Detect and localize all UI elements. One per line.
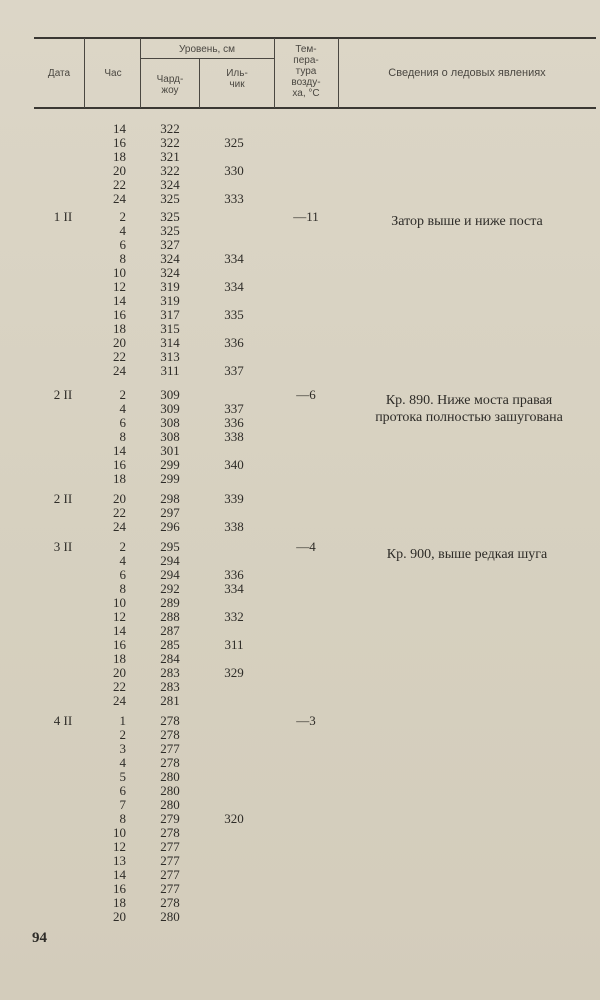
row-hour: 16	[113, 881, 126, 896]
row-ilchik-level: 340	[224, 457, 244, 472]
table-row	[0, 728, 600, 742]
table-row	[0, 742, 600, 756]
table-row	[0, 336, 600, 350]
header-separator-hour	[140, 38, 141, 108]
row-hour: 4	[119, 755, 126, 770]
table-row	[0, 840, 600, 854]
row-hour: 20	[113, 163, 126, 178]
row-hour: 16	[113, 637, 126, 652]
table-row	[0, 652, 600, 666]
row-ilchik-level: 334	[224, 279, 244, 294]
row-hour: 7	[119, 797, 126, 812]
row-hour: 24	[113, 693, 126, 708]
table-row	[0, 756, 600, 770]
row-air-temperature: —3	[296, 713, 316, 728]
table-row	[0, 638, 600, 652]
header-separator-date	[84, 38, 85, 108]
row-chardzhou-level: 321	[160, 149, 180, 164]
row-chardzhou-level: 315	[160, 321, 180, 336]
row-chardzhou-level: 317	[160, 307, 180, 322]
table-row	[0, 582, 600, 596]
table-row	[0, 568, 600, 582]
row-hour: 18	[113, 321, 126, 336]
row-hour: 10	[113, 825, 126, 840]
row-chardzhou-level: 285	[160, 637, 180, 652]
row-ilchik-level: 336	[224, 335, 244, 350]
row-hour: 20	[113, 491, 126, 506]
table-row	[0, 798, 600, 812]
page-number: 94	[32, 930, 47, 946]
table-row	[0, 294, 600, 308]
ice-note-2: Кр. 890. Ниже моста правая протока полностью зашугована	[375, 393, 563, 425]
table-row	[0, 472, 600, 486]
row-chardzhou-level: 322	[160, 163, 180, 178]
row-ilchik-level: 337	[224, 401, 244, 416]
header-chardzhou: Чард- жоу	[156, 74, 184, 96]
row-chardzhou-level: 278	[160, 825, 180, 840]
table-row	[0, 164, 600, 178]
row-hour: 2	[119, 539, 126, 554]
row-hour: 4	[119, 401, 126, 416]
row-date: 1 II	[53, 209, 73, 224]
row-hour: 22	[113, 505, 126, 520]
table-row	[0, 812, 600, 826]
row-chardzhou-level: 296	[160, 519, 180, 534]
row-chardzhou-level: 277	[160, 741, 180, 756]
row-hour: 22	[113, 679, 126, 694]
table-row	[0, 826, 600, 840]
row-chardzhou-level: 279	[160, 811, 180, 826]
table-row	[0, 136, 600, 150]
table-row	[0, 444, 600, 458]
row-chardzhou-level: 322	[160, 135, 180, 150]
row-hour: 14	[113, 443, 126, 458]
row-hour: 4	[119, 553, 126, 568]
row-hour: 24	[113, 363, 126, 378]
table-row	[0, 280, 600, 294]
header-separator-temp	[338, 38, 339, 108]
table-row	[0, 610, 600, 624]
row-chardzhou-level: 325	[160, 209, 180, 224]
row-hour: 10	[113, 265, 126, 280]
row-chardzhou-level: 327	[160, 237, 180, 252]
row-hour: 14	[113, 293, 126, 308]
row-chardzhou-level: 278	[160, 713, 180, 728]
row-chardzhou-level: 280	[160, 769, 180, 784]
row-chardzhou-level: 322	[160, 121, 180, 136]
row-ilchik-level: 338	[224, 519, 244, 534]
table-row	[0, 680, 600, 694]
table-row	[0, 868, 600, 882]
row-chardzhou-level: 308	[160, 429, 180, 444]
row-ilchik-level: 336	[224, 567, 244, 582]
row-chardzhou-level: 281	[160, 693, 180, 708]
row-hour: 8	[119, 251, 126, 266]
table-row	[0, 506, 600, 520]
row-chardzhou-level: 325	[160, 191, 180, 206]
header-hour: Час	[104, 68, 122, 79]
row-ilchik-level: 333	[224, 191, 244, 206]
row-hour: 3	[119, 741, 126, 756]
row-chardzhou-level: 289	[160, 595, 180, 610]
row-chardzhou-level: 287	[160, 623, 180, 638]
row-date: 4 II	[53, 713, 73, 728]
table-row	[0, 458, 600, 472]
row-hour: 6	[119, 783, 126, 798]
table-row	[0, 322, 600, 336]
table-row	[0, 430, 600, 444]
row-ilchik-level: 329	[224, 665, 244, 680]
row-date: 2 II	[53, 491, 73, 506]
row-air-temperature: —6	[296, 387, 316, 402]
header-separator-level	[199, 59, 200, 108]
table-row	[0, 492, 600, 506]
row-hour: 2	[119, 727, 126, 742]
row-hour: 4	[119, 223, 126, 238]
row-chardzhou-level: 278	[160, 727, 180, 742]
row-ilchik-level: 335	[224, 307, 244, 322]
row-chardzhou-level: 308	[160, 415, 180, 430]
table-row	[0, 714, 600, 728]
row-ilchik-level: 330	[224, 163, 244, 178]
row-hour: 18	[113, 651, 126, 666]
row-chardzhou-level: 280	[160, 797, 180, 812]
row-ilchik-level: 311	[224, 637, 244, 652]
row-hour: 8	[119, 429, 126, 444]
row-ilchik-level: 334	[224, 581, 244, 596]
table-row	[0, 666, 600, 680]
header-bottom-rule	[34, 107, 596, 109]
row-ilchik-level: 338	[224, 429, 244, 444]
row-chardzhou-level: 324	[160, 177, 180, 192]
table-row	[0, 252, 600, 266]
table-row	[0, 854, 600, 868]
row-chardzhou-level: 314	[160, 335, 180, 350]
row-chardzhou-level: 292	[160, 581, 180, 596]
row-hour: 13	[113, 853, 126, 868]
row-hour: 18	[113, 895, 126, 910]
row-chardzhou-level: 324	[160, 265, 180, 280]
row-hour: 16	[113, 457, 126, 472]
row-chardzhou-level: 309	[160, 387, 180, 402]
row-chardzhou-level: 294	[160, 567, 180, 582]
row-chardzhou-level: 309	[160, 401, 180, 416]
ice-note-3: Кр. 900, выше редкая шуга	[386, 547, 548, 562]
row-hour: 18	[113, 471, 126, 486]
row-ilchik-level: 325	[224, 135, 244, 150]
header-level: Уровень, см	[179, 44, 235, 55]
row-hour: 5	[119, 769, 126, 784]
row-hour: 2	[119, 209, 126, 224]
table-row	[0, 122, 600, 136]
row-date: 3 II	[53, 539, 73, 554]
row-chardzhou-level: 295	[160, 539, 180, 554]
level-subheader-rule	[140, 58, 274, 59]
row-chardzhou-level: 278	[160, 895, 180, 910]
row-chardzhou-level: 277	[160, 839, 180, 854]
row-hour: 6	[119, 237, 126, 252]
row-hour: 24	[113, 519, 126, 534]
row-hour: 16	[113, 307, 126, 322]
table-row	[0, 910, 600, 924]
row-chardzhou-level: 299	[160, 457, 180, 472]
row-air-temperature: —4	[296, 539, 316, 554]
row-chardzhou-level: 277	[160, 881, 180, 896]
row-hour: 14	[113, 867, 126, 882]
row-ilchik-level: 334	[224, 251, 244, 266]
row-hour: 2	[119, 387, 126, 402]
row-ilchik-level: 320	[224, 811, 244, 826]
row-ilchik-level: 339	[224, 491, 244, 506]
row-chardzhou-level: 299	[160, 471, 180, 486]
row-chardzhou-level: 277	[160, 853, 180, 868]
row-chardzhou-level: 284	[160, 651, 180, 666]
row-chardzhou-level: 280	[160, 783, 180, 798]
row-chardzhou-level: 324	[160, 251, 180, 266]
table-row	[0, 520, 600, 534]
header-date: Дата	[47, 68, 71, 79]
table-row	[0, 624, 600, 638]
row-chardzhou-level: 283	[160, 679, 180, 694]
row-chardzhou-level: 297	[160, 505, 180, 520]
row-chardzhou-level: 278	[160, 755, 180, 770]
row-air-temperature: —11	[293, 209, 319, 224]
table-row	[0, 178, 600, 192]
row-ilchik-level: 332	[224, 609, 244, 624]
row-chardzhou-level: 319	[160, 293, 180, 308]
row-hour: 22	[113, 349, 126, 364]
row-chardzhou-level: 294	[160, 553, 180, 568]
header-separator-ilchik	[274, 38, 275, 108]
header-top-rule	[34, 37, 596, 39]
row-chardzhou-level: 288	[160, 609, 180, 624]
row-chardzhou-level: 298	[160, 491, 180, 506]
header-temperature: Тем- пера- тура возду- ха, °С	[291, 44, 321, 99]
row-hour: 12	[113, 609, 126, 624]
row-hour: 6	[119, 567, 126, 582]
table-row	[0, 896, 600, 910]
header-ilchik: Иль- чик	[226, 68, 248, 90]
row-hour: 1	[119, 713, 126, 728]
row-hour: 24	[113, 191, 126, 206]
row-chardzhou-level: 280	[160, 909, 180, 924]
row-hour: 14	[113, 121, 126, 136]
table-row	[0, 770, 600, 784]
table-row	[0, 694, 600, 708]
row-hour: 8	[119, 581, 126, 596]
ice-note-1: Затор выше и ниже поста	[391, 214, 543, 229]
row-date: 2 II	[53, 387, 73, 402]
row-ilchik-level: 336	[224, 415, 244, 430]
table-row	[0, 596, 600, 610]
row-chardzhou-level: 313	[160, 349, 180, 364]
row-hour: 14	[113, 623, 126, 638]
table-row	[0, 238, 600, 252]
row-hour: 10	[113, 595, 126, 610]
row-hour: 20	[113, 665, 126, 680]
row-hour: 12	[113, 279, 126, 294]
row-hour: 8	[119, 811, 126, 826]
row-chardzhou-level: 301	[160, 443, 180, 458]
row-chardzhou-level: 325	[160, 223, 180, 238]
row-hour: 20	[113, 909, 126, 924]
row-ilchik-level: 337	[224, 363, 244, 378]
row-chardzhou-level: 277	[160, 867, 180, 882]
table-row	[0, 364, 600, 378]
header-ice-phenomena: Сведения о ледовых явлениях	[388, 67, 546, 79]
table-row	[0, 308, 600, 322]
row-hour: 20	[113, 335, 126, 350]
row-hour: 22	[113, 177, 126, 192]
table-row	[0, 784, 600, 798]
row-chardzhou-level: 283	[160, 665, 180, 680]
row-hour: 12	[113, 839, 126, 854]
table-row	[0, 350, 600, 364]
table-row	[0, 192, 600, 206]
table-row	[0, 882, 600, 896]
row-chardzhou-level: 319	[160, 279, 180, 294]
table-row	[0, 266, 600, 280]
row-hour: 16	[113, 135, 126, 150]
row-chardzhou-level: 311	[160, 363, 180, 378]
table-row	[0, 150, 600, 164]
row-hour: 18	[113, 149, 126, 164]
row-hour: 6	[119, 415, 126, 430]
